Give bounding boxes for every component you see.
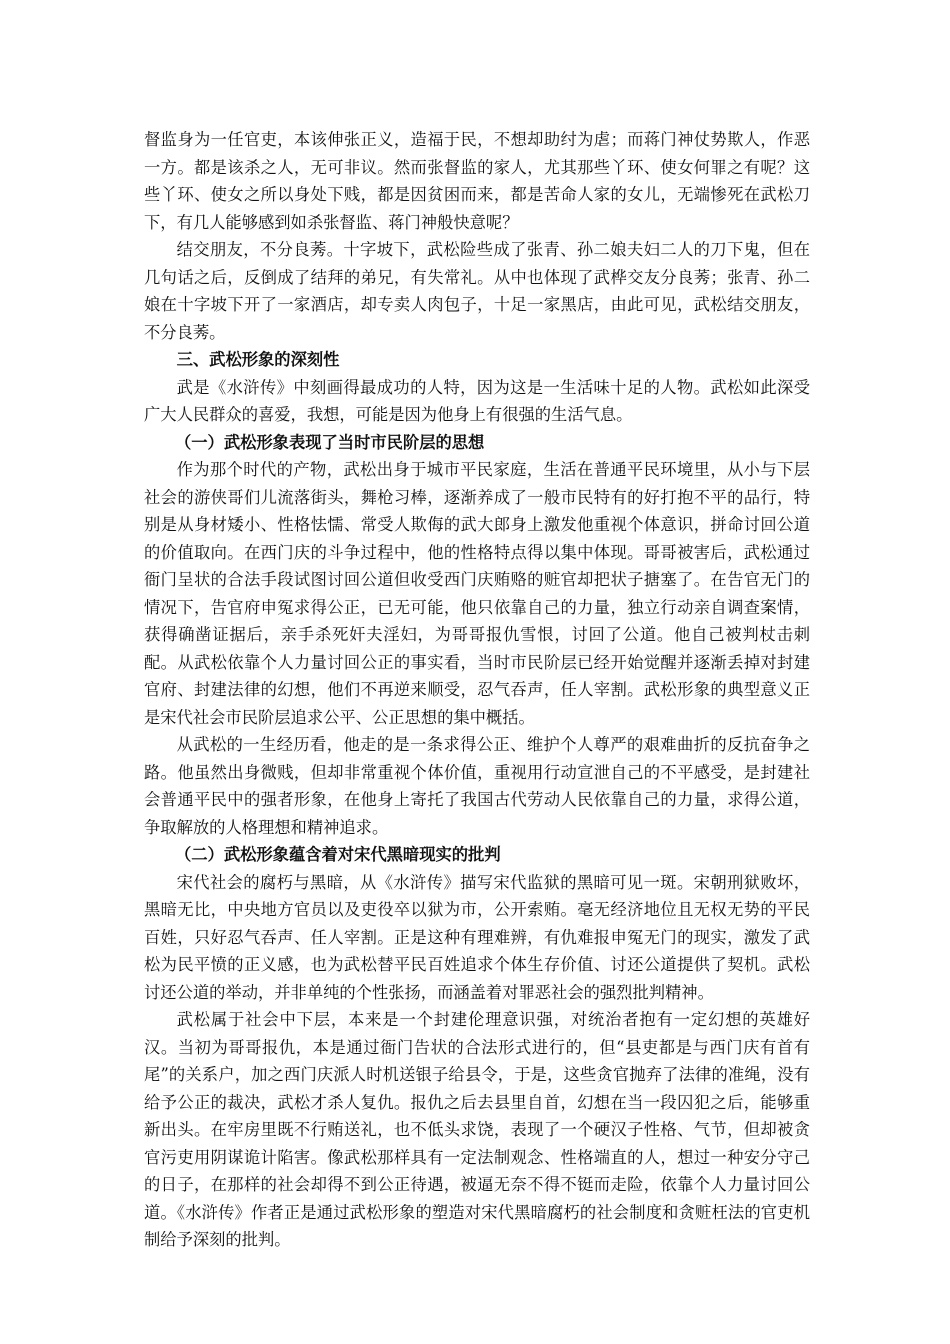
paragraph-making-friends: 结交朋友，不分良莠。十字坡下，武松险些成了张青、孙二娘夫妇二人的刀下鬼，但在几句话之后，反倒成了结拜的弟兄，有失常礼。从中也体现了武桦交友分良莠；张青、孙二娘在十字坡下开了一家酒店，却专卖人肉包子，十足一家黑店，由此可见，武松结交朋友，不分良莠。 xyxy=(144,240,810,342)
paragraph-continued: 督监身为一任官吏，本该伸张正义，造福于民，不想却助纣为虐；而蒋门神仗势欺人，作恶一方。都是该杀之人，无可非议。然而张督监的家人，尤其那些丫环、使女何罪之有呢？这些丫环、使女之所以身处下贱，都是因贫困而来，都是苦命人家的女儿，无端惨死在武松刀下，有几人能够感到如杀张督监、蒋门神般快意呢？ xyxy=(144,130,810,232)
paragraph-intro-wusong: 武是《水浒传》中刻画得最成功的人特，因为这是一生活味十足的人物。武松如此深受广大人民群众的喜爱，我想，可能是因为他身上有很强的生活气息。 xyxy=(144,377,810,424)
subsection-heading-2: （二）武松形象蕴含着对宋代黑暗现实的批判 xyxy=(174,845,501,864)
paragraph-life-path: 从武松的一生经历看，他走的是一条求得公正、维护个人尊严的艰难曲折的反抗奋争之路。他虽然出身微贱，但却非常重视个体价值，重视用行动宣泄自己的不平感受，是封建社会普通平民中的强者形象，在他身上寄托了我国古代劳动人民依靠自己的力量，求得公道，争取解放的人格理想和精神追求。 xyxy=(144,735,810,837)
paragraph-citizen-class: 作为那个时代的产物，武松出身于城市平民家庭，生活在普通平民环境里，从小与下层社会的游侠哥们儿流落街头，舞枪习棒，逐渐养成了一般市民特有的好打抱不平的品行，特别是从身材矮小、性格怯懦、常受人欺侮的武大郎身上激发他重视个体意识，拼命讨回公道的价值取向。在西门庆的斗争过程中，他的性格特点得以集中体现。哥哥被害后，武松通过衙门呈状的合法手段试图讨回公道但收受西门庆贿赂的赃官却把状子搪塞了。在告官无门的情况下，告官府申冤求得公正，已无可能，他只依靠自己的力量，独立行动亲自调查案情，获得确凿证据后，亲手杀死奸夫淫妇，为哥哥报仇雪恨，讨回了公道。他自己被判杖击刺配。从武松依靠个人力量讨回公正的事实看，当时市民阶层已经开始觉醒并逐渐丢掉对封建官府、封建法律的幻想，他们不再逆来顺受，忍气吞声，任人宰割。武松形象的典型意义正是宋代社会市民阶层追求公平、公正思想的集中概括。 xyxy=(144,460,810,727)
subsection-heading-1: （一）武松形象表现了当时市民阶层的思想 xyxy=(174,432,485,452)
paragraph-song-darkness: 宋代社会的腐朽与黑暗，从《水浒传》描写宋代监狱的黑暗可见一斑。宋朝刑狱败坏，黑暗无比，中央地方官员以及吏役卒以狱为市，公开索贿。毫无经济地位且无权无势的平民百姓，只好忍气吞声、任人宰割。正是这种有理难辨，有仇难报申冤无门的现实，激发了武松为民平愤的正义感，也为武松替平民百姓追求个体生存价值、讨还公道提供了契机。武松讨还公道的举动，并非单纯的个性张扬，而涵盖着对罪恶社会的强烈批判精神。 xyxy=(144,872,810,1002)
paragraph-criticism: 武松属于社会中下层，本来是一个封建伦理意识强，对统治者抱有一定幻想的英雄好汉。当初为哥哥报仇，本是通过衙门告状的合法形式进行的，但“县吏都是与西门庆有首有尾”的关系户，加之西门庆派人时机送银子给县令，于是，这些贪官抛弃了法律的准绳，没有给予公正的裁决，武松才杀人复仇。报仇之后去县里自首，幻想在当一段囚犯之后，能够重新出头。在牢房里既不行贿送礼，也不低头求饶，表现了一个硬汉子性格、气节，但却被贪官污吏用阴谋诡计陷害。像武松那样具有一定法制观念、性格端直的人，想过一种安分守己的日子，在那样的社会却得不到公正待遇，被逼无奈不得不铤而走险，依靠个人力量讨回公道。《水浒传》作者正是通过武松形象的塑造对宋代黑暗腐朽的社会制度和贪赃枉法的官吏机制给予深刻的批判。 xyxy=(144,1010,810,1249)
section-heading-3: 三、武松形象的深刻性 xyxy=(176,350,340,369)
